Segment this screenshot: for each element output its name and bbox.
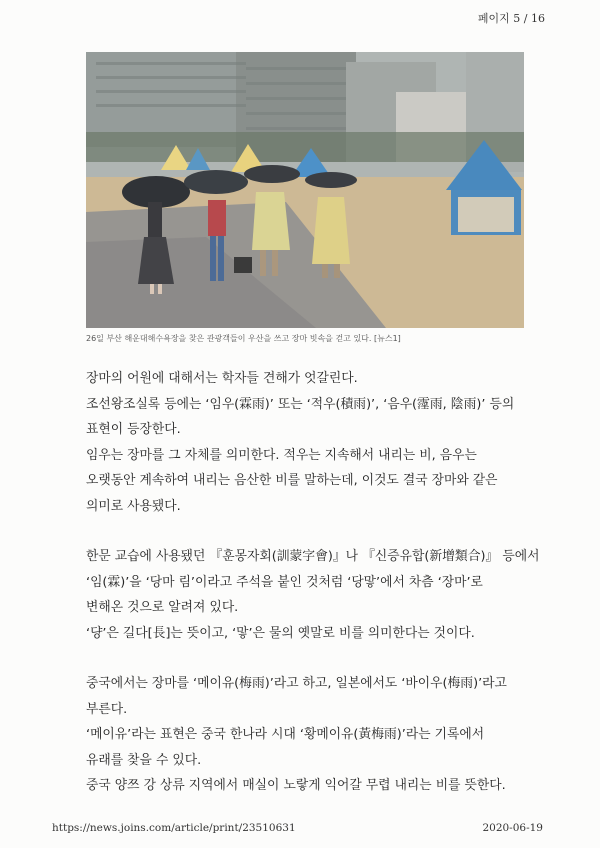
paragraph-line: 오랫동안 계속하여 내리는 음산한 비를 말하는데, 이것도 결국 장마와 같은 xyxy=(86,473,498,488)
paragraph-line: 의미로 사용됐다. xyxy=(86,498,181,514)
footer-url[interactable]: https://news.joins.com/article/print/23510631 xyxy=(52,822,296,834)
paragraph-line: 장마의 어원에 대해서는 학자들 견해가 엇갈린다. xyxy=(86,371,358,386)
article-body xyxy=(86,366,540,799)
paragraph-line: 한문 교습에 사용됐던 『훈몽자회(訓蒙字會)』나 『신증유합(新增類合)』 등에서 xyxy=(86,549,540,564)
photo-caption: 26일 부산 해운대해수욕장을 찾은 관광객들이 우산을 쓰고 장마 빗속을 걷고 있다. [뉴스1] xyxy=(86,334,401,343)
paragraph-line: ‘댱’은 길다[長]는 뜻이고, ‘맣’은 물의 옛말로 비를 의미한다는 것이다. xyxy=(86,625,475,641)
photo-image xyxy=(86,52,524,328)
paragraph-line: 중국 양쯔 강 상류 지역에서 매실이 노랗게 익어갈 무렵 내리는 비를 뜻한다. xyxy=(86,778,506,793)
paragraph-line: ‘임(霖)’을 ‘당마 림’이라고 주석을 붙인 것처럼 ‘당맣’에서 차츰 ‘장마’로 xyxy=(86,574,483,590)
paragraph-line: 부른다. xyxy=(86,701,128,717)
article-photo xyxy=(86,52,524,328)
footer-date: 2020-06-19 xyxy=(482,822,543,834)
paragraph-line: 유래를 찾을 수 있다. xyxy=(86,752,202,768)
paragraph-line: 표현이 등장한다. xyxy=(86,422,181,437)
paragraph xyxy=(86,671,526,799)
paragraph-line: 중국에서는 장마를 ‘메이유(梅雨)’라고 하고, 일본에서도 ‘바이우(梅雨)’라고 xyxy=(86,676,507,691)
paragraph-line: 변해온 것으로 알려져 있다. xyxy=(86,600,239,615)
paragraph xyxy=(86,366,526,519)
paragraph xyxy=(86,544,540,646)
paragraph-line: 조선왕조실록 등에는 ‘임우(霖雨)’ 또는 ‘적우(積雨)’, ‘음우(霪雨, 陰雨)’ 등의 xyxy=(86,396,515,412)
paragraph-line: 임우는 장마를 그 자체를 의미한다. 적우는 지속해서 내리는 비, 음우는 xyxy=(86,447,477,463)
page-number: 페이지 5 / 16 xyxy=(477,12,545,25)
paragraph-line: ‘메이유’라는 표현은 중국 한나라 시대 ‘황메이유(黃梅雨)’라는 기록에서 xyxy=(86,727,485,742)
